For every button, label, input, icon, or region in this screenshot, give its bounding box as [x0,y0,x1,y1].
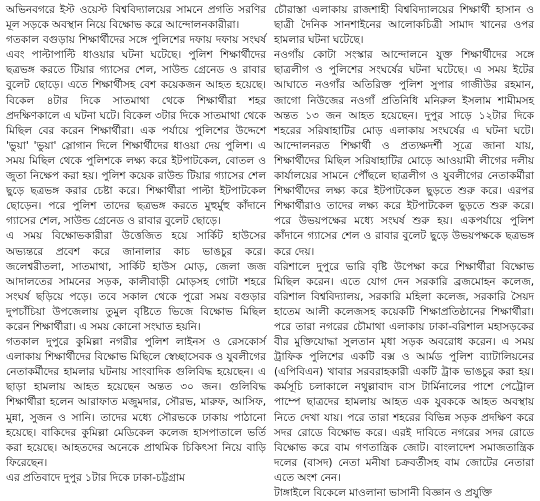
article-paragraph: নওগাঁয় কোটা সংস্কার আন্দোলনে যুক্ত শিক্ষার্থীদের সঙ্গে ছাত্রলীগ ও পুলিশের সংঘর্ষের ঘটনা ঘটেছে। এ সময় ইটের আঘাতে নওগাঁর অতিরিক্ত পুলিশ সুপার গাজীউর রহমান, জাগো নিউজের নওগাঁ প্রতিনিধি মনিরুল ইসলাম শামীমসহ অন্তত ১৩ জন আহত হয়েছেন। দুপুর সাড়ে ১২টার দিকে শহরের সরিষাহাটির মোড় এলাকায় সংঘর্ষের এ ঘটনা ঘটে। আন্দোলনরত শিক্ষার্থী ও প্রত্যক্ষদর্শী সূত্রে জানা যায়, শিক্ষার্থীদের মিছিল সরিষাহাটির মোড়ে আওয়ামী লীগের দলীয় কার্যালয়ের সামনে পৌঁছলে ছাত্রলীগ ও যুবলীগের নেতাকর্মীরা শিক্ষার্থীদের লক্ষ্য করে ইটপাটকেল ছুড়তে শুরু করে। এরপর শিক্ষার্থীরাও তাদের লক্ষ্য করে ইটপাটকেল ছুড়তে শুরু করে। পরে উভয়পক্ষের মধ্যে সংঘর্ষ শুরু হয়। একপর্যায়ে পুলিশ কাঁদানে গ্যাসের শেল ও রাবার বুলেট ছুড়ে উভয়পক্ষকে ছত্রভঙ্গ করে দেয়। [274,49,534,258]
article-paragraph: বরিশালে দুপুরে ভারি বৃষ্টি উপেক্ষা করে শিক্ষার্থীরা বিক্ষোভ মিছিল করেন। এতে যোগ দেন সরকারি ব্রজমোহন কলেজ, বরিশাল বিশ্ববিদ্যালয়, সরকারি মহিলা কলেজ, সরকারি সৈয়দ হাতেম আলী কলেজসহ কয়েকটি শিক্ষাপ্রতিষ্ঠানের শিক্ষার্থীরা। পরে তারা নগরের চৌমাথা এলাকায় ঢাকা-বরিশাল মহাসড়কের বীর মুক্তিযোদ্ধা সুলতান মৃধা সড়ক অবরোধ করেন। এ সময় ট্রাফিক পুলিশের একটি বক্স ও আর্মড পুলিশ ব্যাটালিয়নের (এপিবিএন) খাবার সরবরাহকারী একটি ট্রাক ভাঙচুর করা হয়। কর্মসূচি চলাকালে নথুল্লাবাদ বাস টার্মিনালের পাশে পেট্রোল পাম্পে ছাত্রদের হামলায় আহত এক যুবককে আহত অবস্থায় নিতে দেখা যায়। পরে তারা শহরের বিভিন্ন সড়ক প্রদক্ষিণ করে সদর রোডে বিক্ষোভ করে। এরই দাবিতে নগরের সদর রোডে বিক্ষোভ করে বাম গণতান্ত্রিক জোট। বাংলাদেশ সমাজতান্ত্রিক দলের (বাসদ) নেতা মনীষা চক্রবর্তীসহ বাম জোটের নেতারা এতে অংশ নেন। [274,260,534,484]
article-paragraph: অভিনবগরে ইস্ট ওয়েস্ট বিশ্ববিদ্যালয়ের সামনে প্রগতি সরণির মূল সড়কে অবস্থান নিয়ে বিক্ষোভ করে আন্দোলনকারীরা। [6,4,266,32]
article-paragraph: এ সময় বিক্ষোভকারীরা উত্তেজিত হয়ে সার্কিট হাউসের অভ্যন্তরে প্রবেশ করে জানালার কাচ ভাঙচুর করে। জলেশ্বরীতলা, সাতমাথা, সার্কিট হাউস মোড়, জেলা জজ আদালতের সামনের সড়ক, কালীবাড়ী মোড়সহ গোটা শহরে সংঘর্ষ ছড়িয়ে পড়ে। তবে সকাল থেকে পুরো সময় বগুড়ার দুপচাঁচিয়া উপজেলায় তুমুল বৃষ্টিতে ভিজে বিক্ষোভ মিছিল করেন শিক্ষার্থীরা। এ সময় কোনো সংঘাত হয়নি। [6,230,266,333]
article-column-right [274,3,534,499]
article-paragraph: গতকাল দুপুরে কুমিল্লা নগরীর পুলিশ লাইনস ও রেসকোর্স এলাকায় শিক্ষার্থীদের বিক্ষোভ মিছিলে স্বেচ্ছাসেবক ও যুবলীগের নেতাকর্মীদের হামলার ঘটনায় সাংবাদিক গুলিবিদ্ধ হয়েছেন। এ ছাড়া হামলায় আহত হয়েছেন অন্তত ৩০ জন। গুলিবিদ্ধ শিক্ষার্থীরা হলেন আরাফাত মজুমদার, সৌরভ, মারুফ, আসিফ, মুন্না, সুজন ও সানি। তাদের মধ্যে সৌরভকে ঢাকায় পাঠানো হয়েছে। বাকিদের কুমিল্লা মেডিকেল কলেজ হাসপাতালে ভর্তি করা হয়েছে। আহতদের অনেকে প্রাথমিক চিকিৎসা নিয়ে বাড়ি ফিরেছেন। [6,336,266,469]
article-column-left [6,3,266,484]
article-paragraph: টাঙ্গাইলে বিকেলে মাওলানা ভাসানী বিজ্ঞান ও প্রযুক্তি [274,487,492,499]
article-paragraph: এর প্রতিবাদে দুপুর ১টার দিকে ঢাকা-চট্টগ্রাম [6,471,185,484]
article-paragraph: গতকাল বগুড়ায় শিক্ষার্থীদের সঙ্গে পুলিশের দফায় দফায় সংঘর্ষ এবং পাল্টাপাল্টি ধাওয়ার ঘটনা ঘটেছে। পুলিশ শিক্ষার্থীদের ছত্রভঙ্গ করতে টিয়ার গ্যাসের শেল, সাউন্ড গ্রেনেড ও রাবার বুলেট ছোড়ে। এতে শিক্ষার্থীসহ বেশ কয়েকজন আহত হয়েছে। বিকেল ৪টার দিকে সাতমাথা থেকে শিক্ষার্থীরা শহর প্রদক্ষিণকালে এ ঘটনা ঘটে। বিকেল ৩টার দিকে সাতমাথা থেকে মিছিল বের করেন শিক্ষার্থীরা। এক পর্যায়ে পুলিশের উদ্দেশে 'ভুয়া' 'ভুয়া' স্লোগান দিলে শিক্ষার্থীদের ধাওয়া দেয় পুলিশ। এ সময় মিছিল থেকে পুলিশকে লক্ষ্য করে ইটপাটকেল, বোতল ও জুতা নিক্ষেপ করা হয়। পুলিশ কয়েক রাউন্ড টিয়ার গ্যাসের শেল ছুড়ে ছত্রভঙ্গ করার চেষ্টা করে। শিক্ষার্থীরা পাল্টা ইটপাটকেল ছোড়েন। পরে পুলিশ তাদের ছত্রভঙ্গ করতে মুহুর্মুহু কাঁদানে গ্যাসের শেল, সাউন্ড গ্রেনেড ও রাবার বুলেট ছোড়ে। [6,34,266,228]
article-paragraph: চৌরাস্তা এলাকায় রাজশাহী বিশ্ববিদ্যালয়ের শিক্ষার্থী হাসান ও ছাত্রী দৈনিক সানশাইনের আলোকচিত্রী সামাদ খানের ওপর হামলার ঘটনা ঘটেছে। [274,4,534,47]
